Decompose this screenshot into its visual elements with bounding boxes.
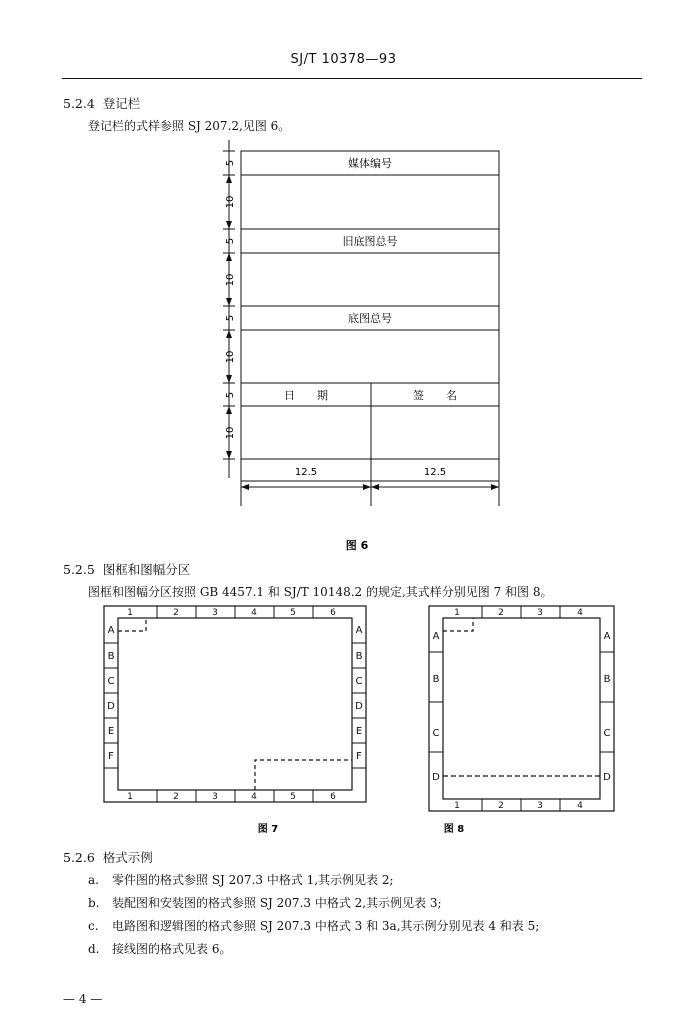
figure-6-caption: 图 6	[345, 539, 369, 552]
fig7-col-label: 3	[212, 792, 218, 802]
fig6-dim-10: 10	[225, 273, 236, 287]
fig7-col-label: 2	[173, 608, 179, 618]
list-marker: d.	[88, 942, 100, 956]
section-title: 图框和图幅分区	[102, 562, 191, 577]
fig7-col-label: 5	[290, 792, 296, 802]
fig8-col-label: 1	[454, 608, 460, 618]
fig7-col-label: 3	[212, 608, 218, 618]
fig8-col-label: 1	[454, 801, 460, 811]
standard-code-header: SJ/T 10378—93	[290, 52, 397, 67]
fig7-col-label: 1	[127, 792, 133, 802]
section-number: 5.2.4	[63, 96, 95, 111]
fig7-row-label: B	[355, 651, 363, 662]
fig8-row-label: D	[603, 772, 611, 783]
fig7-row-label: C	[355, 676, 363, 687]
fig8-col-label: 4	[577, 608, 583, 618]
fig8-col-label: 4	[577, 801, 583, 811]
fig7-row-label: F	[356, 751, 362, 762]
fig7-col-label: 6	[330, 608, 336, 618]
list-marker: a.	[88, 873, 99, 887]
section-5-2-5-heading	[63, 560, 190, 578]
fig8-row-label: B	[603, 674, 611, 685]
fig7-row-label: E	[107, 726, 115, 737]
fig8-row-label: C	[603, 728, 611, 739]
fig6-base-drawing-number-label: 底图总号	[348, 312, 392, 325]
list-marker: c.	[88, 919, 99, 933]
fig8-row-label: D	[432, 772, 440, 783]
fig6-dim-5: 5	[225, 314, 236, 322]
figure-7-caption: 图 7	[257, 824, 279, 835]
fig7-row-label: A	[107, 625, 115, 636]
section-5-2-5-body: 图框和图幅分区按照 GB 4457.1 和 SJ/T 10148.2 的规定,其式样分别见图 7 和图 8。	[88, 585, 553, 599]
fig7-row-label: D	[355, 701, 363, 712]
figure-7-frame-zoning	[100, 602, 370, 842]
list-text: 电路图和逻辑图的格式参照 SJ 207.3 中格式 3 和 3a,其示例分别见表 4 和表 5;	[112, 919, 540, 933]
section-title: 格式示例	[102, 850, 153, 865]
fig6-dim-5: 5	[225, 391, 236, 399]
list-item	[88, 940, 231, 957]
fig6-media-number-label: 媒体编号	[348, 157, 392, 170]
fig6-old-base-drawing-number-label: 旧底图总号	[342, 235, 398, 248]
list-marker: b.	[88, 896, 100, 910]
list-text: 装配图和安装图的格式参照 SJ 207.3 中格式 2,其示例见表 3;	[112, 896, 442, 910]
section-5-2-6-heading	[63, 848, 153, 866]
fig8-col-label: 2	[498, 608, 504, 618]
list-text: 零件图的格式参照 SJ 207.3 中格式 1,其示例见表 2;	[112, 873, 394, 887]
page-number: — 4 —	[63, 992, 103, 1006]
fig6-date-label: 日 期	[284, 389, 328, 402]
fig7-row-label: F	[108, 751, 114, 762]
fig6-col-width-right: 12.5	[423, 467, 447, 478]
fig7-row-label: A	[355, 625, 363, 636]
list-text: 接线图的格式见表 6。	[112, 942, 232, 956]
fig8-row-label: A	[603, 631, 611, 642]
fig8-col-label: 3	[537, 608, 543, 618]
fig6-dim-5: 5	[225, 159, 236, 167]
list-item	[88, 917, 539, 934]
fig8-col-label: 3	[537, 801, 543, 811]
fig7-col-label: 5	[290, 608, 296, 618]
fig7-col-label: 2	[173, 792, 179, 802]
list-item	[88, 871, 394, 888]
section-number: 5.2.6	[63, 850, 95, 865]
fig7-row-label: D	[107, 701, 115, 712]
section-number: 5.2.5	[63, 562, 95, 577]
fig7-col-label: 4	[251, 608, 257, 618]
fig6-dim-10: 10	[225, 350, 236, 364]
fig8-row-label: B	[432, 674, 440, 685]
fig7-row-label: C	[107, 676, 115, 687]
fig6-dim-10: 10	[225, 426, 236, 440]
section-title: 登记栏	[102, 96, 141, 111]
fig7-col-label: 6	[330, 792, 336, 802]
fig7-row-label: B	[107, 651, 115, 662]
section-5-2-4-body: 登记栏的式样参照 SJ 207.2,见图 6。	[88, 119, 291, 133]
fig7-col-label: 1	[127, 608, 133, 618]
figure-8-frame-zoning	[425, 602, 625, 842]
fig8-row-label: C	[432, 728, 440, 739]
fig6-sign-label: 签 名	[413, 389, 457, 402]
fig7-row-label: E	[355, 726, 363, 737]
fig6-dim-5: 5	[225, 237, 236, 245]
list-item	[88, 894, 442, 911]
figure-8-caption: 图 8	[443, 824, 465, 835]
fig6-col-width-left: 12.5	[294, 467, 318, 478]
fig8-col-label: 2	[498, 801, 504, 811]
fig7-col-label: 4	[251, 792, 257, 802]
fig6-dim-10: 10	[225, 195, 236, 209]
fig8-row-label: A	[432, 631, 440, 642]
